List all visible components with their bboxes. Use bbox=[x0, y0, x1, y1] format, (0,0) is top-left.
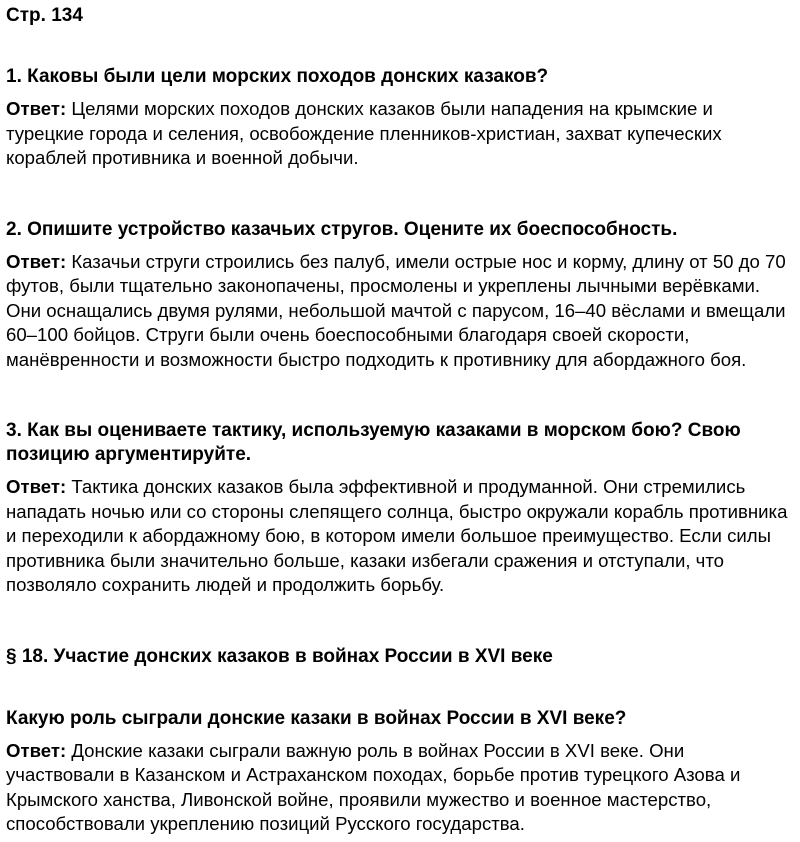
answer-3 bbox=[6, 475, 800, 598]
section-heading: § 18. Участие донских казаков в войнах России в XVI веке bbox=[6, 645, 553, 667]
answer-label: Ответ: bbox=[6, 98, 67, 119]
section-question: Какую роль сыграли донские казаки в войнах России в XVI веке? bbox=[6, 707, 627, 729]
answer-text: Тактика донских казаков была эффективной и продуманной. Они стремились нападать ночью или со стороны слепящего солнца, быстро окружали корабль противника и переходили к абордажному бою, в котором имели большое преимущество. Если силы противника были значительно больше, казаки избегали сражения и отступали, что позволяло сохранить людей и продолжить борьбу. bbox=[6, 476, 788, 595]
page-number: Стр. 134 bbox=[6, 5, 83, 26]
qa-block-1 bbox=[6, 65, 800, 171]
answer-text: Донские казаки сыграли важную роль в войнах России в XVI веке. Они участвовали в Казанском и Астраханском походах, борьбе против турецкого Азова и Крымского ханства, Ливонской войне, проявили мужество и военное мастерство, способствовали укреплению позиций Русского государства. bbox=[6, 739, 741, 834]
qa-block-2 bbox=[6, 218, 800, 373]
answer-label: Ответ: bbox=[6, 739, 67, 761]
answer-text: Целями морских походов донских казаков были нападения на крымские и турецкие города и селения, освобождение пленников-христиан, захват купеческих кораблей противника и военной добычи. bbox=[6, 98, 722, 168]
answer-label: Ответ: bbox=[6, 476, 67, 497]
answer-2 bbox=[6, 250, 800, 373]
question-2: 2. Опишите устройство казачьих стругов. Оцените их боеспособность. bbox=[6, 218, 678, 240]
answer-label: Ответ: bbox=[6, 250, 67, 272]
question-3: 3. Как вы оцениваете тактику, используемую казаками в морском бою? Свою позицию аргументируйте. bbox=[6, 420, 741, 465]
qa-block-3 bbox=[6, 419, 800, 598]
answer-text: Казачьи струги строились без палуб, имели острые нос и корму, длину от 50 до 70 футов, были тщательно законопачены, просмолены и укреплены лычными верёвками. Они оснащались двумя рулями, небольшой мачтой с парусом, 16–40 вёслами и вмещали 60–100 бойцов. Струги были очень боеспособными благодаря своей скорости, манёвренности и возможности быстро подходить к противнику для абордажного боя. bbox=[6, 250, 786, 370]
answer-1 bbox=[6, 97, 800, 171]
question-1: 1. Каковы были цели морских походов донских казаков? bbox=[6, 66, 549, 87]
section-answer bbox=[6, 739, 800, 837]
qa-block-section bbox=[6, 707, 800, 837]
